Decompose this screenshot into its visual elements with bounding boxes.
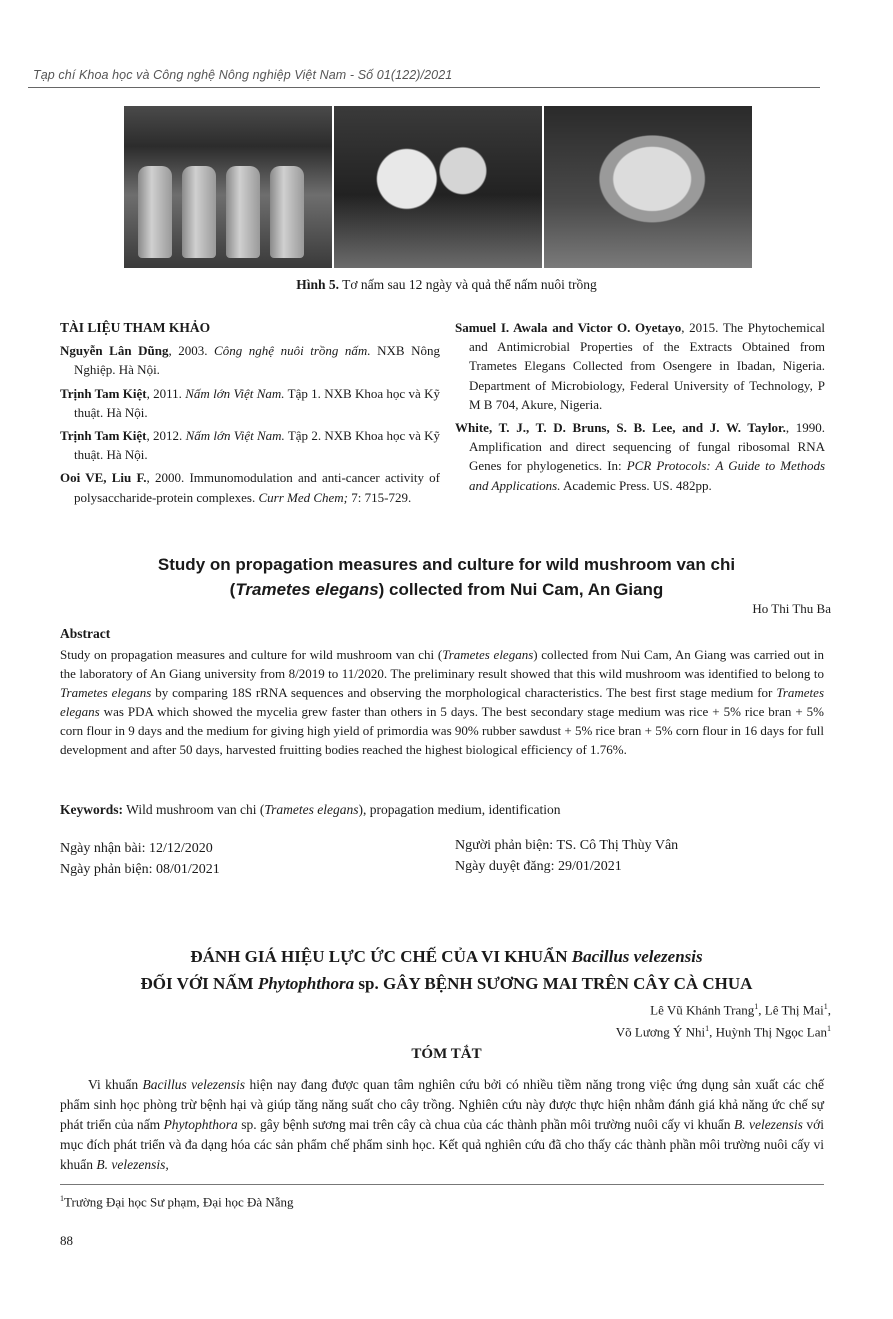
abstract-heading: Abstract	[60, 626, 111, 641]
dates-left	[60, 838, 220, 880]
keywords: Keywords: Wild mushroom van chi (Trametes elegans), propagation medium, identification	[60, 802, 561, 817]
references-right-column	[455, 318, 825, 499]
footnote: $^1$Trường Đại học Sư phạm, Đại học Đà Nẵng	[60, 1194, 294, 1210]
reference-item: Nguyễn Lân Dũng, 2003. Công nghệ nuôi trồng nấm. NXB Nông Nghiệp. Hà Nội.	[60, 343, 440, 378]
reviewer: Người phản biện: TS. Cô Thị Thùy Vân	[455, 838, 679, 853]
figure-caption	[0, 277, 893, 293]
page-number: 88	[60, 1233, 73, 1248]
review-date: Ngày phản biện: 08/01/2021	[60, 862, 220, 877]
english-author: Ho Thi Thu Ba	[752, 601, 831, 616]
vietnamese-title: ĐÁNH GIÁ HIỆU LỰC ỨC CHẾ CỦA VI KHUẨN Bacillus velezensis ĐỐI VỚI NẤM Phytophthora sp. GÂY BỆNH SƯƠNG MAI TRÊN CÂY CÀ CHUA	[140, 947, 753, 993]
figure-photos	[124, 106, 752, 268]
english-title: Study on propagation measures and culture for wild mushroom van chi (Trametes elegans) collected from Nui Cam, An Giang	[157, 555, 736, 599]
reference-item: White, T. J., T. D. Bruns, S. B. Lee, and J. W. Taylor., 1990. Amplification and direct sequencing of fungal ribosomal RNA Genes for phylogenetics. In: PCR Protocols: A Guide to Methods and Applications. Academic Press. US. 482pp.	[455, 420, 826, 493]
footnote-divider	[60, 1184, 824, 1185]
vietnamese-authors: Lê Vũ Khánh Trang$^1$, Lê Thị Mai$^1$, Võ Lương Ý Nhi$^1$, Huỳnh Thị Ngọc Lan$^1$	[615, 1002, 831, 1040]
figure-label: Hình 5.	[296, 277, 340, 292]
dates-right	[455, 835, 678, 877]
references-left-column	[60, 318, 440, 511]
abstract-text: Study on propagation measures and culture for wild mushroom van chi (Trametes elegans) collected from Nui Cam, An Giang was carried out in the laboratory of An Giang university from 8/2019 to 11/2020. The preliminary result showed that this wild mushroom was identified to belong to Trametes elegans by comparing 18S rRNA sequences and observing the morphological characteristics. The best first stage medium for Trametes elegans was PDA which showed the mycelia grew faster than others in 5 days. The best secondary stage medium was rice + 5% rice bran + 5% corn flour in 9 days and the medium for giving high yield of primordia was 90% rubber sawdust + 5% rice bran + 5% corn flour in 16 days for full development and after 50 days, harvested fruitting bodies reached the highest biological efficiency of 1.76%.	[60, 647, 824, 757]
reference-item: Ooi VE, Liu F., 2000. Immunomodulation and anti-cancer activity of polysaccharide-protein complexes. Curr Med Chem; 7: 715-729.	[60, 470, 440, 505]
header-divider	[28, 87, 820, 88]
received-date: Ngày nhận bài: 12/12/2020	[60, 841, 213, 856]
reference-item: Trịnh Tam Kiệt, 2011. Nấm lớn Việt Nam. Tập 1. NXB Khoa học và Kỹ thuật. Hà Nội.	[60, 385, 440, 420]
references-heading: TÀI LIỆU THAM KHẢO	[60, 320, 211, 335]
figure-caption-text: Tơ nấm sau 12 ngày và quả thể nấm nuôi trồng	[342, 277, 597, 292]
vietnamese-abstract-text: Vi khuẩn Bacillus velezensis hiện nay đang được quan tâm nghiên cứu bởi có nhiều tiềm năng trong việc ứng dụng sản xuất các chế phẩm sinh học phòng trừ bệnh hại và giúp tăng năng suất cho cây trồng. Nghiên cứu này được thực hiện nhằm đánh giá khả năng ức chế sự phát triển của nấm Phytophthora sp. gây bệnh sương mai trên cây cà chua của các thành phần môi trường nuôi cấy vi khuẩn B. velezensis với mục đích phát triển và đa dạng hóa các sản phẩm chế phẩm sinh học. Kết quả nghiên cứu đã cho thấy các thành phần môi trường nuôi cấy vi khuẩn B. velezensis,	[60, 1077, 824, 1172]
photo-fruiting-bodies	[334, 106, 542, 268]
approval-date: Ngày duyệt đăng: 29/01/2021	[455, 859, 622, 874]
photo-mycelium-bags	[124, 106, 332, 268]
vietnamese-abstract-heading: TÓM TẮT	[411, 1046, 482, 1062]
reference-item: Samuel I. Awala and Victor O. Oyetayo, 2015. The Phytochemical and Antimicrobial Properties of the Extracts Obtained from Trametes Elegans Collected from Osengere in Ibadan, Nigeria. Department of Microbiology, Federal University of Technology, P M B 704, Akure, Nigeria.	[455, 320, 826, 412]
reference-item: Trịnh Tam Kiệt, 2012. Nấm lớn Việt Nam. Tập 2. NXB Khoa học và Kỹ thuật. Hà Nội.	[60, 428, 441, 463]
journal-header: Tạp chí Khoa học và Công nghệ Nông nghiệp Việt Nam - Số 01(122)/2021	[33, 68, 453, 82]
photo-mushroom-cluster	[544, 106, 752, 268]
